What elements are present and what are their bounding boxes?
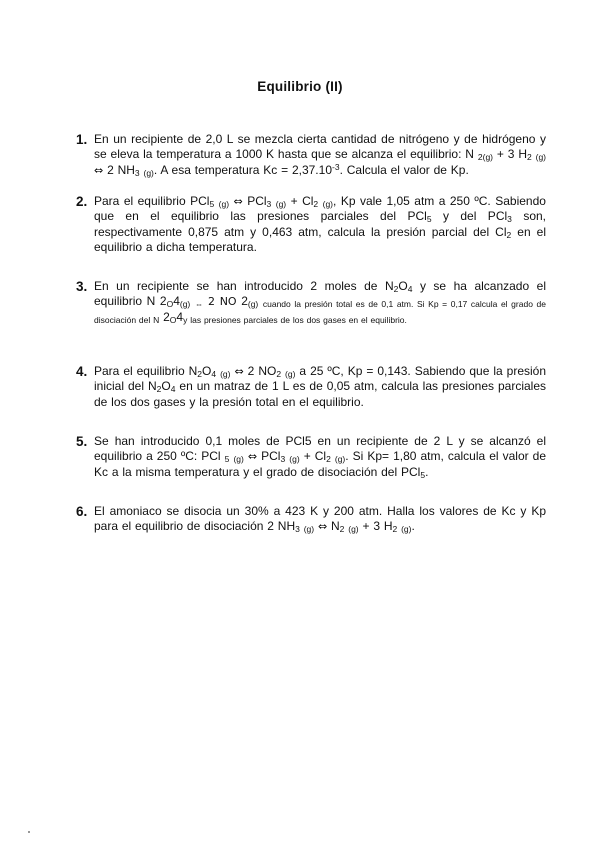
problem-5 [76,434,546,480]
problem-text: Se han introducido 0,1 moles de PCl5 en un recipiente de 2 L y se alcanzó el equilibrio a 250 ºC: PCl 5 $_{(g)}$ ⇔ PCl3 $_{(g)}$ + Cl2 $_{(g)}$. Si Kp= 1,80 atm, calcula el valor de Kc a la misma temperatura y el grado de disociación del PCl5. [94,434,547,480]
problem-number: 5. [76,434,88,449]
page-title: Equilibrio (II) [257,79,343,94]
problem-1 [76,132,546,178]
problem-number: 4. [76,364,88,379]
problem-number: 1. [76,132,88,147]
problem-4 [76,364,546,410]
problem-3 [76,279,546,325]
equilibrium-arrow-icon: ⇔ [233,195,243,208]
equilibrium-arrow-icon: 2 NO [207,295,237,309]
problem-text: Para el equilibrio PCl5 $_{(g)}$ ⇔ PCl3 $_{(g)}$ + Cl2 $_{(g)}$, Kp vale 1,05 atm a 250 ºC. Sabiendo que en el equilibrio las presiones parciales del PCl5 y del PCl3 son, respectivamente 0,875 atm y 0,463 atm, calcula la presión parcial del Cl2 en el equilibrio a dicha temperatura. [94,194,546,255]
problem-number: 6. [76,504,88,519]
equilibrium-arrow-icon: ⇔ [317,520,328,534]
problem-text: En un recipiente de 2,0 L se mezcla cierta cantidad de nitrógeno y de hidrógeno y se eleva la temperatura a 1000 K hasta que se alcanza el equilibrio: N $2_{(g)} + 3$ H2 $_{(g)}$ ⇔ 2 NH3 $_{(g)}$. A esa temperatura $Kc = 2,37.10^{-3}$. Calcula el valor de Kp. [94,132,547,178]
scan-speck [28,831,30,833]
equilibrium-arrow-icon: ⇔ [94,163,104,177]
problem-text: En un recipiente se han introducido 2 moles de N2O4 y se ha alcanzado el equilibrio N 2O4(g) $_\Leftrightarrow$ 2 NO 2(g) $_{cuando la presión total es de 0,1 atm. Si Kp = 0,17 calcula el grado de disociación del N}$ 2O4y las presiones parciales de los dos gases en el equilibrio. [94,279,546,325]
equilibrium-arrow-icon: ⇔ [234,365,244,378]
problem-number: 2. [76,194,88,209]
equilibrium-arrow-icon: ⇔ [247,450,258,464]
problem-6 [76,504,546,535]
problem-text: Para el equilibrio N2O4 $_{(g)}$ ⇔ 2 NO2 $_{(g)}$ a 25 ºC, Kp = 0,143. Sabiendo que la presión inicial del N2O4 en un matraz de 1 L es de 0,05 atm, calcula las presiones parciales de los dos gases y la presión total en el equilibrio. [94,364,547,409]
problem-2 [76,194,546,256]
problem-number: 3. [76,279,88,294]
problem-text: El amoniaco se disocia un 30% a 423 K y 200 atm. Halla los valores de Kc y Kp para el equilibrio de disociación 2 NH3 $_{(g)}$ ⇔ N2 $_{(g)}$ + 3 H2 $_{(g)}$. [94,504,546,535]
